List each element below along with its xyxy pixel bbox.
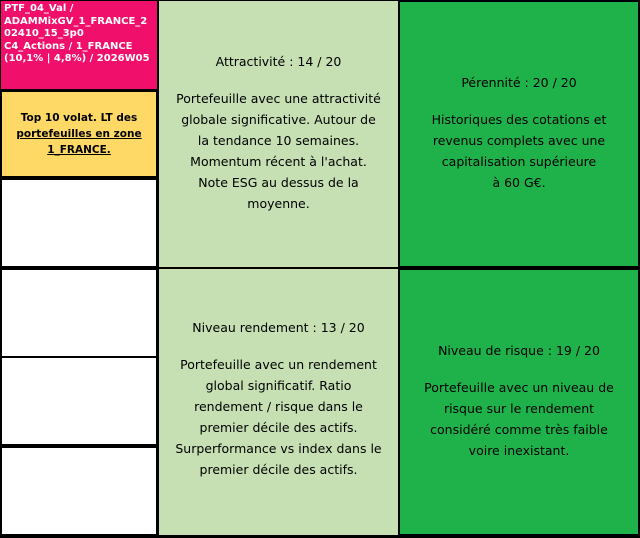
- risk-level-text-line: Portefeuille avec un niveau de: [424, 380, 614, 395]
- attractiveness-title: Attractivité : 14 / 20: [215, 54, 342, 69]
- attractiveness-text-line: Note ESG au dessus de la: [198, 175, 359, 190]
- sustainability-text-line: revenus complets avec une: [432, 133, 606, 148]
- attractiveness-text-line: Momentum récent à l'achat.: [190, 154, 367, 169]
- risk-level-text-line: considéré comme très faible: [430, 422, 608, 437]
- note-line: 1_FRANCE.: [47, 144, 111, 156]
- portfolio-id-line: PTF_04_Val /: [4, 3, 74, 14]
- note-line: Top 10 volat. LT des: [20, 112, 138, 124]
- attractiveness-cell: [158, 0, 399, 268]
- portfolio-id-line: ADAMMixGV_1_FRANCE_2: [4, 15, 148, 27]
- sustainability-text-line: Historiques des cotations et: [431, 112, 607, 127]
- sustainability-text-line: à 60 G€.: [492, 175, 546, 190]
- portfolio-id-line: C4_Actions / 1_FRANCE: [4, 40, 133, 52]
- top-volatility-note-cell: [0, 90, 158, 178]
- portfolio-id-cell: [0, 0, 158, 90]
- attractiveness-text-line: la tendance 10 semaines.: [197, 133, 360, 148]
- sustainability-cell: [398, 0, 640, 268]
- sustainability-text-line: capitalisation supérieure: [441, 154, 597, 169]
- empty-cell: [0, 356, 158, 446]
- yield-level-cell: [158, 268, 399, 536]
- empty-cell: [0, 446, 158, 536]
- yield-level-text-line: rendement / risque dans le: [194, 399, 363, 414]
- portfolio-id-line: 02410_15_3p0: [4, 28, 84, 40]
- risk-level-cell: [398, 268, 640, 536]
- attractiveness-text-line: Portefeuille avec une attractivité: [176, 91, 381, 106]
- yield-level-text-line: Portefeuille avec un rendement: [180, 357, 377, 372]
- note-line: portefeuilles en zone: [16, 128, 142, 140]
- risk-level-text-line: risque sur le rendement: [443, 401, 595, 416]
- yield-level-title: Niveau rendement : 13 / 20: [192, 320, 365, 335]
- attractiveness-text-line: globale significative. Autour de: [181, 112, 376, 127]
- empty-cell: [0, 178, 158, 268]
- yield-level-text-line: premier décile des actifs.: [199, 462, 358, 477]
- yield-level-text-line: premier décile des actifs.: [199, 420, 358, 435]
- attractiveness-text-line: moyenne.: [247, 196, 310, 211]
- empty-cell: [0, 268, 158, 358]
- portfolio-id-line: (10,1% | 4,8%) / 2026W05: [4, 53, 150, 65]
- sustainability-title: Pérennité : 20 / 20: [461, 75, 577, 90]
- risk-level-text-line: voire inexistant.: [468, 443, 570, 458]
- yield-level-text-line: global significatif. Ratio: [205, 378, 352, 393]
- risk-level-title: Niveau de risque : 19 / 20: [438, 343, 600, 358]
- yield-level-text-line: Surperformance vs index dans le: [175, 441, 382, 456]
